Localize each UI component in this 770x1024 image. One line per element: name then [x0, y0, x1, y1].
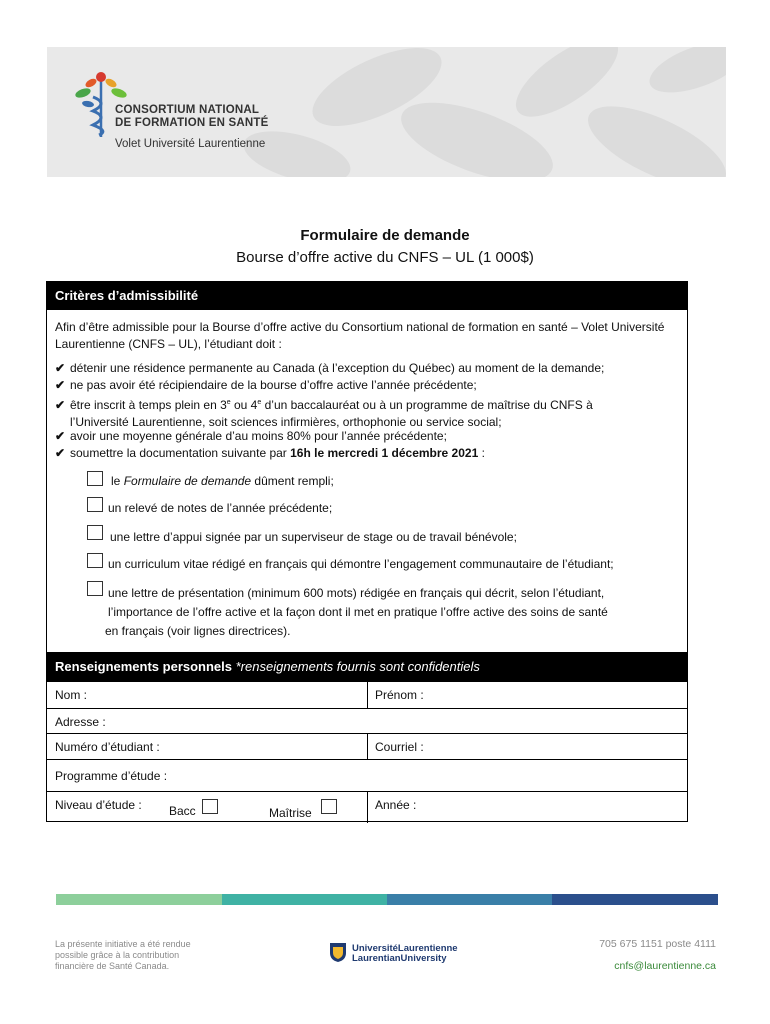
criteria-section	[46, 281, 688, 653]
courriel-field[interactable]: Courriel :	[375, 740, 424, 754]
criteria-item-text: :	[478, 446, 485, 460]
criteria-item	[55, 394, 680, 431]
check-icon: ✔	[55, 446, 66, 460]
university-name-fr: UniversitéLaurentienne	[352, 943, 458, 954]
superscript: e	[226, 399, 231, 406]
criteria-item-text: avoir une moyenne générale d’au moins 80% pour l’année précédente;	[70, 429, 447, 443]
funding-note-line: financière de Santé Canada.	[55, 961, 170, 971]
divider	[367, 734, 368, 760]
footer-stripe-teal	[222, 894, 387, 905]
footer-stripe-blue	[387, 894, 552, 905]
confidential-note: *renseignements fournis sont confidentiels	[235, 659, 480, 674]
bacc-label: Bacc	[169, 804, 196, 818]
check-icon: ✔	[55, 429, 66, 443]
doc-item-application-form	[111, 472, 334, 491]
doc-text: en français (voir lignes directrices).	[105, 624, 291, 638]
superscript: e	[257, 399, 262, 406]
form-title: Formulaire de demande	[300, 227, 470, 244]
criteria-item	[55, 377, 680, 394]
header-banner	[47, 47, 726, 177]
doc-checkbox-transcript[interactable]	[87, 497, 103, 512]
contact-email[interactable]: cnfs@laurentienne.ca	[614, 960, 716, 972]
criteria-item	[55, 445, 680, 462]
doc-item-support-letter: une lettre d’appui signée par un superviseur de stage ou de travail bénévole;	[110, 530, 517, 544]
funding-note-line: possible grâce à la contribution	[55, 950, 180, 960]
doc-text: le	[111, 474, 124, 488]
row-program	[47, 759, 687, 791]
doc-checkbox-support-letter[interactable]	[87, 525, 103, 540]
row-names	[47, 681, 687, 708]
personal-info-section	[46, 652, 688, 822]
check-icon: ✔	[55, 378, 66, 392]
programme-field[interactable]: Programme d’étude :	[55, 769, 168, 783]
laurentian-shield-logo	[328, 941, 348, 963]
check-icon: ✔	[55, 398, 66, 412]
doc-checkbox-application-form[interactable]	[87, 471, 103, 486]
criteria-heading: Critères d’admissibilité	[47, 282, 687, 310]
laurentian-university-logo	[328, 941, 458, 968]
row-address	[47, 708, 687, 733]
personal-info-title: Renseignements personnels	[55, 659, 232, 674]
numero-etudiant-field[interactable]: Numéro d’étudiant :	[55, 740, 160, 754]
doc-text-italic: Formulaire de demande	[123, 474, 252, 488]
criteria-item-text: détenir une résidence permanente au Canada (à l’exception du Québec) au moment de la demande;	[70, 361, 605, 375]
criteria-item-text: soumettre la documentation suivante par	[70, 446, 291, 460]
doc-item-cv: un curriculum vitae rédigé en français qui démontre l’engagement communautaire de l’étudiant;	[108, 557, 614, 571]
divider	[367, 792, 368, 823]
adresse-field[interactable]: Adresse :	[55, 715, 106, 729]
form-subtitle: Bourse d’offre active du CNFS – UL (1 000$)	[236, 249, 534, 266]
org-name	[115, 104, 269, 150]
criteria-intro: Afin d’être admissible pour la Bourse d’offre active du Consortium national de formation en santé – Volet Université Laurentienne (CNFS – UL), l’étudiant doit :	[55, 320, 665, 351]
annee-field[interactable]: Année :	[375, 798, 417, 812]
criteria-item-text: l’Université Laurentienne, soit sciences infirmières, orthophonie ou service social;	[70, 415, 502, 429]
footer-stripe-green	[56, 894, 222, 905]
university-name-en: LaurentianUniversity	[352, 953, 447, 964]
criteria-item-text: ou 4	[230, 398, 258, 412]
criteria-item	[55, 360, 680, 377]
niveau-label: Niveau d’étude :	[55, 798, 142, 812]
org-name-line1: CONSORTIUM NATIONAL	[115, 104, 260, 116]
maitrise-checkbox[interactable]	[321, 799, 337, 814]
criteria-item	[55, 428, 680, 445]
org-name-line2: DE FORMATION EN SANTÉ	[115, 117, 269, 129]
funding-note-line: La présente initiative a été rendue	[55, 939, 191, 949]
footer-stripe-navy	[552, 894, 718, 905]
deadline-text: 16h le mercredi 1 décembre 2021	[290, 446, 479, 460]
row-level	[47, 791, 687, 822]
maitrise-label: Maîtrise	[269, 806, 312, 820]
row-student	[47, 733, 687, 759]
nom-field[interactable]: Nom :	[55, 688, 88, 702]
funding-note	[55, 939, 205, 972]
contact-phone: 705 675 1151 poste 4111	[599, 938, 716, 950]
criteria-item-text: d’un baccalauréat ou à un programme de maîtrise du CNFS à	[261, 398, 593, 412]
doc-checkbox-presentation-letter[interactable]	[87, 581, 103, 596]
doc-text: l’importance de l’offre active et la façon dont il met en pratique l’offre active des soins de santé	[108, 605, 608, 619]
check-icon: ✔	[55, 361, 66, 375]
doc-text: dûment rempli;	[251, 474, 334, 488]
doc-checkbox-cv[interactable]	[87, 553, 103, 568]
bacc-checkbox[interactable]	[202, 799, 218, 814]
personal-info-heading	[47, 653, 687, 681]
doc-item-presentation-letter	[105, 584, 608, 641]
divider	[367, 682, 368, 709]
prenom-field[interactable]: Prénom :	[375, 688, 424, 702]
criteria-item-text: ne pas avoir été récipiendaire de la bourse d’offre active l’année précédente;	[70, 378, 477, 392]
doc-text: une lettre de présentation (minimum 600 mots) rédigée en français qui décrit, selon l’étudiant,	[108, 586, 605, 600]
org-name-line3: Volet Université Laurentienne	[115, 138, 266, 150]
doc-item-transcript: un relevé de notes de l’année précédente;	[108, 501, 333, 515]
criteria-item-text: être inscrit à temps plein en 3	[70, 398, 227, 412]
